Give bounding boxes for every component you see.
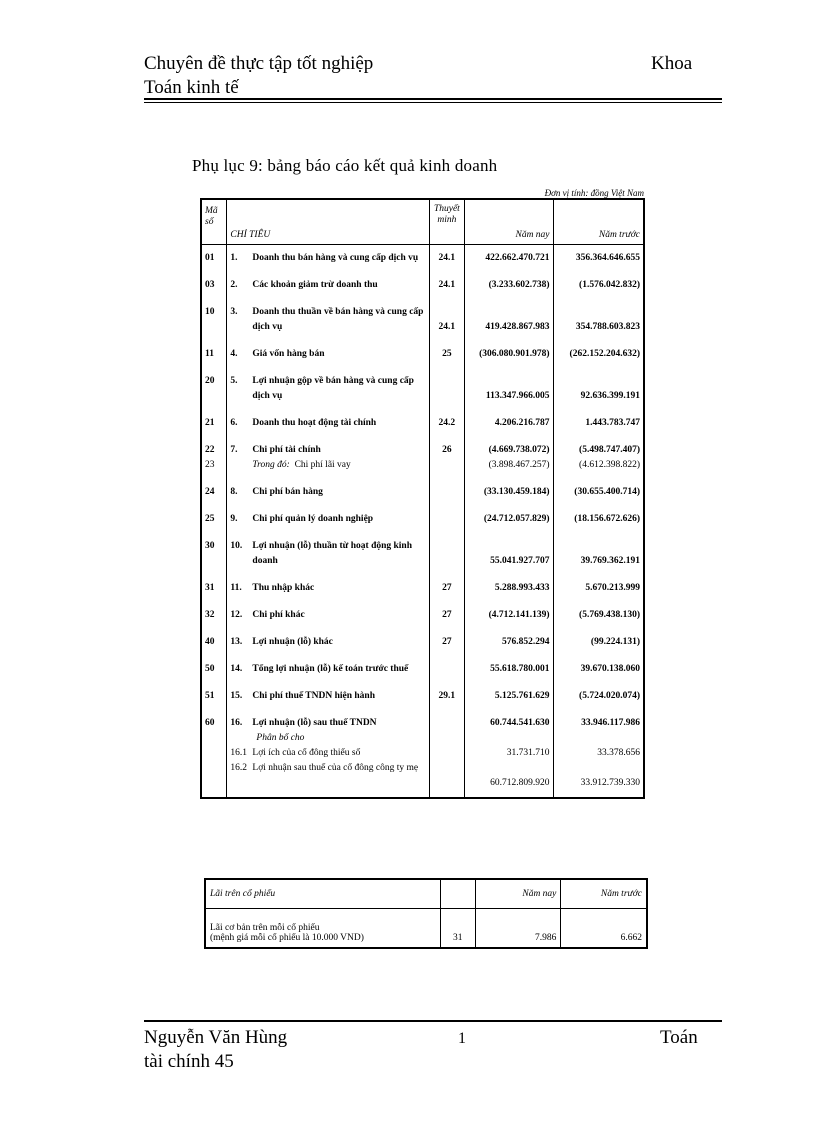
row-label: Giá vốn hàng bán — [252, 349, 325, 359]
footer-author: Nguyễn Văn Hùng — [144, 1027, 288, 1048]
row-name — [227, 341, 429, 368]
row-code — [201, 272, 227, 299]
row-previous — [553, 245, 644, 273]
eps-row — [205, 909, 647, 949]
value-current: (33.130.459.184) — [483, 487, 550, 497]
row-note: 25 — [429, 341, 465, 368]
table-row — [201, 629, 644, 656]
row-code-value: 24 — [205, 487, 215, 497]
sub-current: 31.731.710 — [506, 748, 550, 758]
row-index: 14. — [230, 664, 243, 674]
header-right: Khoa — [651, 53, 693, 74]
sub-label: Lợi nhuận sau thuế của cổ đông công ty mẹ — [252, 763, 419, 773]
value-previous: 354.788.603.823 — [575, 322, 640, 332]
sub-index: 16.2 — [230, 763, 248, 773]
row-current — [465, 533, 553, 575]
row-note: 27 — [429, 602, 465, 629]
row-index: 13. — [230, 637, 243, 647]
value-current: 113.347.966.005 — [485, 391, 550, 401]
row-note: 24.2 — [429, 410, 465, 437]
value-previous: (5.498.747.407) — [579, 445, 640, 455]
value-previous: 33.946.117.986 — [581, 718, 640, 728]
row-current — [465, 341, 553, 368]
eps-header-label: Lãi trên cổ phiếu — [205, 879, 440, 909]
row-previous — [553, 683, 644, 710]
row-code — [201, 299, 227, 341]
eps-table — [204, 878, 648, 949]
sub-previous: 33.912.739.330 — [580, 778, 640, 788]
row-note: 29.1 — [429, 683, 465, 710]
row-name — [227, 710, 429, 798]
page-number: 1 — [458, 1030, 466, 1047]
row-label: Doanh thu thuần về bán hàng và cung cấp dịch vụ — [252, 307, 424, 332]
row-name — [227, 656, 429, 683]
row-code — [201, 533, 227, 575]
row-index: 5. — [230, 376, 238, 386]
row-previous — [553, 368, 644, 410]
row-code — [201, 710, 227, 798]
row-code-value: 50 — [205, 664, 215, 674]
sub-label-italic: Trong đó: — [252, 460, 290, 470]
footer-right: Toán — [660, 1027, 698, 1048]
row-code — [201, 575, 227, 602]
row-name — [227, 533, 429, 575]
row-code — [201, 479, 227, 506]
row-index: 12. — [230, 610, 243, 620]
row-index: 4. — [230, 349, 238, 359]
eps-label-line2: (mệnh giá mỗi cổ phiếu là 10.000 VND) — [210, 933, 364, 943]
value-current: 419.428.867.983 — [485, 322, 550, 332]
row-code-value: 11 — [205, 349, 214, 359]
table-row — [201, 575, 644, 602]
table-row — [201, 368, 644, 410]
row-label: Lợi nhuận (lỗ) thuần từ hoạt động kinh doanh — [252, 541, 412, 566]
value-previous: (1.576.042.832) — [579, 280, 640, 290]
row-label: Chi phí khác — [252, 610, 305, 620]
value-current: 5.288.993.433 — [494, 583, 550, 593]
value-previous: (30.655.400.714) — [574, 487, 640, 497]
value-current: (4.712.141.139) — [488, 610, 550, 620]
row-note — [429, 479, 465, 506]
value-current: (3.233.602.738) — [488, 280, 550, 290]
header-code: Mã số — [201, 199, 227, 245]
header-title-line1: Chuyên đề thực tập tốt nghiệp — [144, 53, 374, 74]
value-previous: 5.670.213.999 — [585, 583, 640, 593]
value-previous: (5.769.438.130) — [579, 610, 640, 620]
row-current — [465, 368, 553, 410]
header-rule — [144, 98, 722, 100]
row-name — [227, 479, 429, 506]
row-previous — [553, 533, 644, 575]
value-current: 576.852.294 — [502, 637, 550, 647]
row-previous — [553, 575, 644, 602]
row-previous — [553, 437, 644, 479]
row-code-value: 25 — [205, 514, 215, 524]
eps-header-current: Năm nay — [475, 879, 561, 909]
sub-current: 60.712.809.920 — [490, 778, 550, 788]
table-row — [201, 410, 644, 437]
table-row — [201, 272, 644, 299]
value-previous: (262.152.204.632) — [569, 349, 640, 359]
footer-rule — [144, 1020, 722, 1022]
row-previous — [553, 629, 644, 656]
row-index: 3. — [230, 307, 238, 317]
row-note — [429, 656, 465, 683]
value-current: 4.206.216.787 — [494, 418, 550, 428]
row-previous — [553, 602, 644, 629]
row-label: Doanh thu hoạt động tài chính — [252, 418, 377, 428]
row-code — [201, 506, 227, 533]
row-previous — [553, 272, 644, 299]
sub-current: (3.898.467.257) — [488, 460, 550, 470]
row-label: Chi phí bán hàng — [252, 487, 323, 497]
value-previous: 39.670.138.060 — [580, 664, 640, 674]
row-label: Chi phí tài chính — [252, 445, 321, 455]
income-statement-table — [200, 198, 645, 799]
row-index: 2. — [230, 280, 238, 290]
row-name — [227, 683, 429, 710]
row-name — [227, 437, 429, 479]
row-label: Lợi nhuận gộp về bán hàng và cung cấp dịch vụ — [252, 376, 414, 401]
row-note: 24.1 — [429, 272, 465, 299]
sub-label: Chi phí lãi vay — [294, 460, 351, 470]
eps-label-line1: Lãi cơ bản trên mỗi cổ phiếu — [210, 923, 320, 933]
eps-header-row — [205, 879, 647, 909]
row-name — [227, 602, 429, 629]
row-index: 15. — [230, 691, 243, 701]
row-index: 10. — [230, 541, 243, 551]
appendix-title: Phụ lục 9: bảng báo cáo kết quả kinh doanh — [192, 156, 498, 175]
row-previous — [553, 479, 644, 506]
row-current — [465, 629, 553, 656]
row-code — [201, 437, 227, 479]
table-row — [201, 479, 644, 506]
value-current: 5.125.761.629 — [494, 691, 550, 701]
row-index: 6. — [230, 418, 238, 428]
row-name — [227, 629, 429, 656]
table-row — [201, 299, 644, 341]
value-previous: 1.443.783.747 — [585, 418, 640, 428]
row-index: 11. — [230, 583, 242, 593]
table-row — [201, 602, 644, 629]
header-note: Thuyết minh — [429, 199, 465, 245]
table-row — [201, 656, 644, 683]
row-note: 24.1 — [429, 299, 465, 341]
eps-row-note: 31 — [440, 909, 475, 949]
row-code-value: 22 — [205, 445, 215, 455]
row-code-value: 20 — [205, 376, 215, 386]
table-row — [201, 341, 644, 368]
sub-code: 23 — [205, 460, 215, 470]
row-current — [465, 245, 553, 273]
row-note: 24.1 — [429, 245, 465, 273]
row-label: Các khoản giảm trừ doanh thu — [252, 280, 378, 290]
row-current — [465, 683, 553, 710]
eps-row-current: 7.986 — [475, 909, 561, 949]
header-previous: Năm trước — [553, 199, 644, 245]
table-row-last — [201, 710, 644, 798]
sub-label: Lợi ích của cổ đông thiểu số — [252, 748, 361, 758]
row-note: 27 — [429, 629, 465, 656]
row-label: Lợi nhuận (lỗ) sau thuế TNDN — [252, 718, 377, 728]
row-note — [429, 533, 465, 575]
row-name — [227, 299, 429, 341]
row-code — [201, 683, 227, 710]
row-code-value: 01 — [205, 253, 215, 263]
header-name: CHỈ TIÊU — [227, 199, 429, 245]
value-current: 55.041.927.707 — [490, 556, 550, 566]
row-index: 9. — [230, 514, 238, 524]
row-code-value: 40 — [205, 637, 215, 647]
value-previous: 356.364.646.655 — [575, 253, 640, 263]
value-current: (4.669.738.072) — [488, 445, 550, 455]
row-code-value: 30 — [205, 541, 215, 551]
unit-note: Đơn vị tính: đồng Việt Nam — [544, 188, 644, 198]
row-previous — [553, 299, 644, 341]
footer-left — [144, 1026, 287, 1074]
eps-header-previous: Năm trước — [561, 879, 647, 909]
sub-previous: (4.612.398.822) — [579, 460, 640, 470]
row-current — [465, 506, 553, 533]
row-label: Lợi nhuận (lỗ) khác — [252, 637, 333, 647]
table-row — [201, 506, 644, 533]
header-rule-thin — [144, 102, 722, 103]
value-current: 55.618.780.001 — [490, 664, 550, 674]
row-name — [227, 506, 429, 533]
value-previous: 39.769.362.191 — [580, 556, 640, 566]
table-row — [201, 683, 644, 710]
value-current: 60.744.541.630 — [490, 718, 550, 728]
row-code-value: 21 — [205, 418, 215, 428]
row-label: Chi phí quản lý doanh nghiệp — [252, 514, 374, 524]
row-current — [465, 272, 553, 299]
value-previous: (18.156.672.626) — [574, 514, 640, 524]
row-previous — [553, 410, 644, 437]
row-code-value: 03 — [205, 280, 215, 290]
row-note: 27 — [429, 575, 465, 602]
row-note — [429, 368, 465, 410]
row-code-value: 10 — [205, 307, 215, 317]
row-current — [465, 602, 553, 629]
eps-header-note — [440, 879, 475, 909]
row-code — [201, 656, 227, 683]
row-code — [201, 368, 227, 410]
table-header-row — [201, 199, 644, 245]
value-previous: 92.636.399.191 — [580, 391, 640, 401]
row-current — [465, 710, 553, 798]
row-current — [465, 299, 553, 341]
sub-previous: 33.378.656 — [597, 748, 640, 758]
row-code-value: 51 — [205, 691, 215, 701]
row-name — [227, 368, 429, 410]
row-code — [201, 629, 227, 656]
row-label: Thu nhập khác — [252, 583, 315, 593]
row-code — [201, 410, 227, 437]
row-name — [227, 410, 429, 437]
row-index: 16. — [230, 718, 243, 728]
row-note — [429, 506, 465, 533]
row-index: 1. — [230, 253, 238, 263]
row-label: Doanh thu bán hàng và cung cấp dịch vụ — [252, 253, 419, 263]
eps-row-label — [205, 909, 440, 949]
row-label: Chi phí thuế TNDN hiện hành — [252, 691, 375, 701]
header-left — [144, 52, 373, 100]
value-current: 422.662.470.721 — [485, 253, 550, 263]
eps-row-previous: 6.662 — [561, 909, 647, 949]
row-name — [227, 245, 429, 273]
header-title-line2: Toán kinh tế — [144, 77, 239, 98]
row-code — [201, 341, 227, 368]
alloc-label: Phân bổ cho — [256, 733, 305, 743]
row-code-value: 32 — [205, 610, 215, 620]
table-row — [201, 533, 644, 575]
row-name — [227, 272, 429, 299]
value-previous: (5.724.020.074) — [579, 691, 640, 701]
row-previous — [553, 710, 644, 798]
row-code-value: 31 — [205, 583, 215, 593]
row-code-value: 60 — [205, 718, 215, 728]
row-current — [465, 479, 553, 506]
table-row — [201, 437, 644, 479]
row-previous — [553, 506, 644, 533]
row-code — [201, 245, 227, 273]
row-current — [465, 656, 553, 683]
row-note: 26 — [429, 437, 465, 479]
row-current — [465, 410, 553, 437]
sub-index: 16.1 — [230, 748, 248, 758]
value-current: (24.712.057.829) — [483, 514, 550, 524]
value-previous: (99.224.131) — [590, 637, 640, 647]
row-index: 7. — [230, 445, 238, 455]
row-previous — [553, 341, 644, 368]
table-row — [201, 245, 644, 273]
row-current — [465, 575, 553, 602]
row-code — [201, 602, 227, 629]
value-current: (306.080.901.978) — [479, 349, 550, 359]
row-current — [465, 437, 553, 479]
row-name — [227, 575, 429, 602]
header-current: Năm nay — [465, 199, 553, 245]
footer-class: tài chính 45 — [144, 1051, 234, 1072]
row-previous — [553, 656, 644, 683]
row-note — [429, 710, 465, 798]
row-index: 8. — [230, 487, 238, 497]
row-label: Tổng lợi nhuận (lỗ) kế toán trước thuế — [252, 664, 409, 674]
